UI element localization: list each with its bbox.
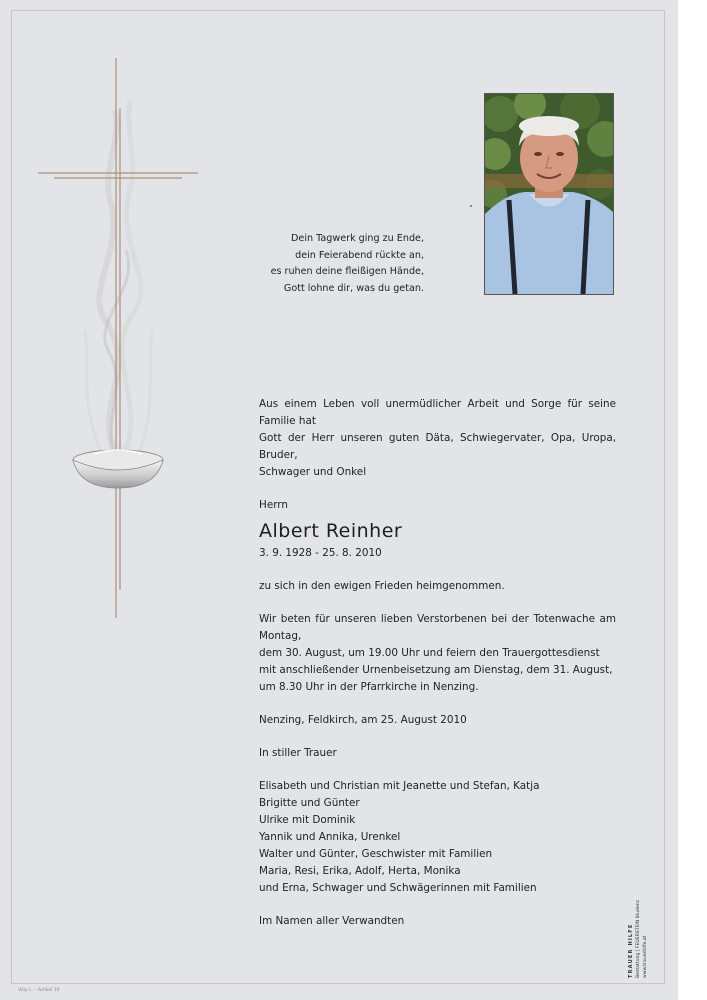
footer-note: Villy L. – Artikel 10: [18, 988, 60, 993]
cross-flame-icon: [30, 50, 205, 625]
service-line: dem 30. August, um 19.00 Uhr und feiern den Trauergottesdienst: [259, 647, 600, 659]
life-dates: 3. 9. 1928 - 25. 8. 2010: [259, 547, 382, 559]
family-entry: Yannik und Annika, Urenkel: [259, 831, 401, 843]
undertaker-title: TRAUER HILFE: [628, 923, 634, 978]
family-entry: Elisabeth und Christian mit Jeanette und Stefan, Katja: [259, 780, 540, 792]
quote-line: es ruhen deine fleißigen Hände,: [270, 266, 424, 277]
family-entry: Maria, Resi, Erika, Adolf, Herta, Monika: [259, 865, 461, 877]
taken-text: zu sich in den ewigen Frieden heimgenommen.: [259, 580, 505, 592]
quote-line: dein Feierabend rückte an,: [295, 249, 424, 261]
portrait-photo: [484, 93, 614, 295]
salutation: Herrn: [259, 499, 288, 511]
quote-line: Dein Tagwerk ging zu Ende,: [291, 233, 424, 244]
deceased-name: Albert Reinher: [259, 520, 403, 542]
undertaker-website: www.trauerhilfe.at: [643, 935, 648, 978]
memorial-quote: [224, 231, 424, 297]
intro-line: Aus einem Leben voll unermüdlicher Arbeit und Sorge für seine Familie hat: [259, 398, 616, 427]
decor-dot: [470, 205, 472, 207]
undertaker-imprint: [624, 880, 658, 980]
intro-line: Gott der Herr unseren guten Däta, Schwiegervater, Opa, Uropa, Bruder,: [259, 432, 616, 461]
intro-line: Schwager und Onkel: [259, 466, 367, 478]
place-date: Nenzing, Feldkirch, am 25. August 2010: [259, 714, 467, 726]
undertaker-line: Bestattung | FEUERSTEIN Bludenz: [636, 899, 641, 978]
service-line: Wir beten für unseren lieben Verstorbenen bei der Totenwache am Montag,: [259, 613, 616, 642]
quote-line: Gott lohne dir, was du getan.: [283, 282, 424, 294]
family-entry: und Erna, Schwager und Schwägerinnen mit Familien: [259, 882, 537, 894]
portrait-icon: [485, 94, 613, 294]
mourning-label: In stiller Trauer: [259, 747, 337, 759]
service-line: mit anschließender Urnenbeisetzung am Dienstag, dem 31. August,: [259, 664, 613, 676]
family-list: [259, 778, 616, 897]
family-entry: Brigitte und Günter: [259, 797, 360, 809]
obituary-text: [259, 396, 616, 930]
family-entry: Ulrike mit Dominik: [259, 814, 356, 826]
family-entry: Walter und Günter, Geschwister mit Familien: [259, 848, 493, 860]
closing-line: Im Namen aller Verwandten: [259, 915, 405, 927]
service-line: um 8.30 Uhr in der Pfarrkirche in Nenzing.: [259, 681, 479, 693]
